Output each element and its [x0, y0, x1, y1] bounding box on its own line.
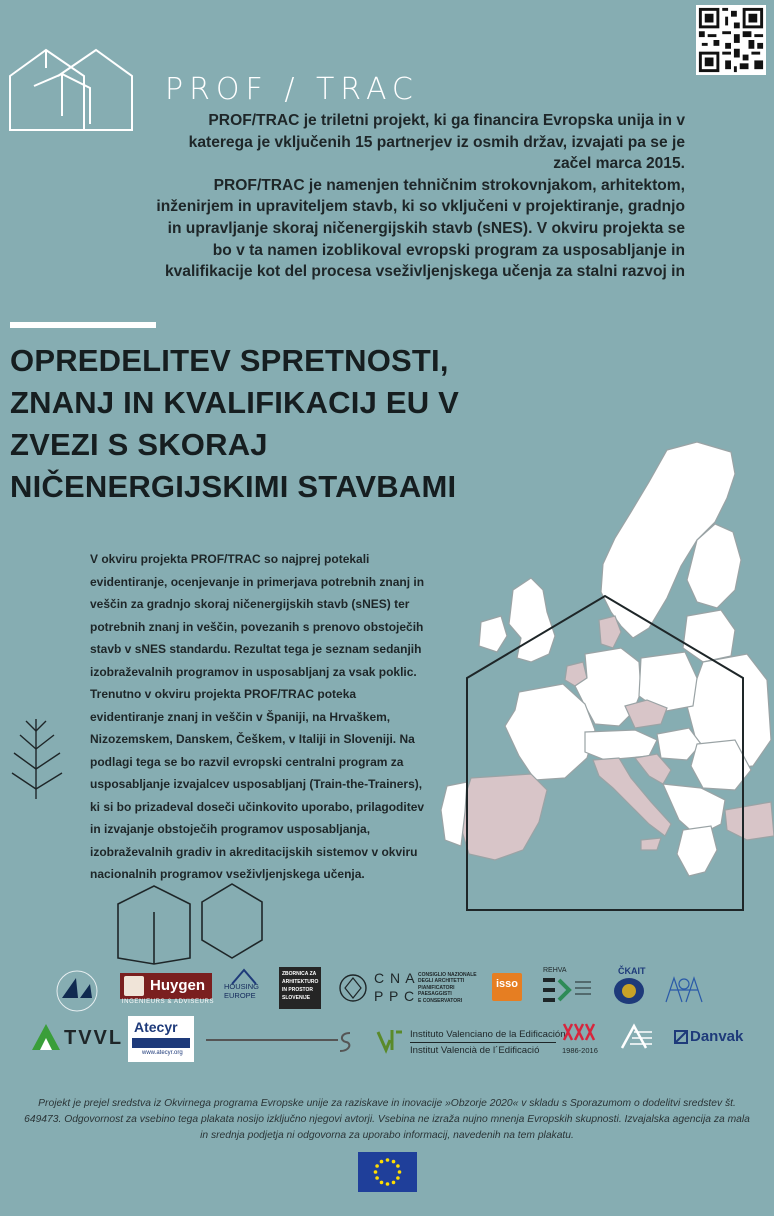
- logo-anniversary-mark[interactable]: [562, 1022, 596, 1042]
- logo-cnappc-line: DEGLI ARCHITETTI: [418, 978, 465, 985]
- logo-isso[interactable]: [492, 973, 522, 1001]
- logo-zbornica-text-4: SLOVENIJE: [282, 995, 311, 1001]
- logo-housing-europe[interactable]: [224, 966, 264, 1006]
- logo-cnappc-emblem[interactable]: [338, 972, 368, 1004]
- logo-zbornica-text-3: IN PROSTOR: [282, 987, 314, 993]
- qr-code[interactable]: [695, 5, 767, 75]
- map-region-baltics: [683, 610, 735, 662]
- logo-ive-mark[interactable]: [376, 1026, 404, 1054]
- logo-cnappc-line: PAESAGGISTI: [418, 991, 452, 998]
- logo-ctu-prague[interactable]: [662, 972, 706, 1006]
- logo-ckait-text: ČKAIT: [618, 966, 646, 976]
- logo-ive-divider: [410, 1042, 556, 1043]
- logo-a-mark[interactable]: [616, 1022, 654, 1050]
- logo-huygen-icon: [124, 976, 144, 996]
- europe-map: [435, 440, 774, 920]
- tree-illustration: [10, 715, 64, 800]
- logo-tvvl-text: TVVL: [64, 1027, 124, 1049]
- logo-zbornica-text-1: ZBORNICA ZA: [282, 971, 317, 977]
- map-region-greece: [677, 826, 717, 876]
- logo-ive-text-2: Institut Valencià de l´Edificació: [410, 1045, 540, 1056]
- logo-atecyr-text: Atecyr: [134, 1019, 178, 1035]
- logo-huygen-subtitle: INGENIEURS & ADVISEURS: [121, 999, 215, 1005]
- intro-paragraph: PROF/TRAC je namenjen tehničnim strokovnjakom, arhitektom, inženirjem in upraviteljem stavb, ki so vključeni v projektiranje, gradnjo in upravljanje skoraj ničenergijskih stavb (sNES). V okviru projekta se bo v ta namen izoblikoval evropski program za usposabljanje in kvalifikacije kot del procesa vseživljenjskega učenja za stalni razvoj in: [156, 176, 685, 281]
- logo-tvvl-icon[interactable]: [30, 1020, 62, 1052]
- eu-flag: [358, 1152, 417, 1192]
- logo-housing-text-1: HOUSING: [224, 982, 260, 991]
- logo-cnappc-line: CONSIGLIO NAZIONALE: [418, 972, 477, 978]
- logo-danvak-text: Danvak: [690, 1028, 744, 1045]
- logo-cnappc-letters-2: P P C: [374, 988, 416, 1004]
- logo-atecyr-url: www.atecyr.org: [142, 1050, 183, 1056]
- logo-hr-chamber[interactable]: [206, 1031, 352, 1053]
- section-heading: OPREDELITEV SPRETNOSTI, ZNANJ IN KVALIFIKACIJ EU V ZVEZI S SKORAJ NIČENERGIJSKIMI STAVBAMI: [10, 343, 459, 504]
- map-region-sicily: [641, 838, 661, 850]
- logo-hr-chamber-bar: [206, 1039, 338, 1041]
- proftrac-logo-mark: [6, 46, 138, 134]
- logo-cnappc-letters-1: C N A: [374, 970, 416, 986]
- section-divider: [10, 322, 156, 328]
- brand-title: PROF / TRAC: [165, 72, 419, 107]
- logo-cnappc-line: PIANIFICATORI: [418, 984, 455, 991]
- decorative-outlines: [112, 878, 272, 970]
- map-region-spain: [461, 774, 547, 860]
- body-paragraph: V okviru projekta PROF/TRAC so najprej potekali evidentiranje, ocenjevanje in primerjava potrebnih znanj in veščin za gradnjo skoraj ničenergijskih stavb (sNES) ter potrebnih znanj in veščin, povezanih s prenovo obstoječih stavb v sNES standardu. Rezultat tega je seznam sedanjih izobraževalnih programov in usposabljanj za vsak poklic.: [90, 552, 425, 679]
- logo-atecyr-bar: [132, 1038, 190, 1048]
- funding-disclaimer: [20, 1096, 754, 1144]
- logo-cnappc-line: E CONSERVATORI: [418, 997, 463, 1004]
- intro-text: [150, 110, 685, 283]
- logo-zbornica-text-2: ARHITEKTURO: [282, 979, 319, 985]
- logo-ckait-emblem[interactable]: [612, 976, 646, 1006]
- logo-huygen[interactable]: [120, 973, 212, 999]
- logo-isso-text: isso: [496, 978, 519, 990]
- logo-cnappc-text: [418, 972, 477, 1004]
- disclaimer-paragraph: Projekt je prejel sredstva iz Okvirnega programa Evropske unije za raziskave in inovacije »Obzorje 2020« v skladu s Sporazumom o dodelitvi sredstev št. 649473. Odgovornost za vsebino tega plakata nosijo izključno njegovi avtorji. Vsebina ne izraža nujno mnenja Evropskih skupnosti. Izvajalska agencija za mala in srednja podjetja ni odgovorna za uporabo informacij, navedenih na tem plakatu.: [24, 1098, 750, 1141]
- map-region-turkey: [725, 802, 774, 840]
- logo-aalborg-university[interactable]: [50, 968, 104, 1014]
- logo-rehva-mark[interactable]: [541, 976, 597, 1004]
- logo-housing-text-2: EUROPE: [224, 991, 256, 1000]
- map-region-ireland: [479, 616, 507, 652]
- logo-danvak-icon[interactable]: [674, 1030, 688, 1044]
- logo-zbornica[interactable]: [279, 967, 321, 1009]
- logo-anniversary-years: 1986-2016: [562, 1046, 598, 1055]
- body-text: [90, 548, 430, 886]
- logo-hr-chamber-mark: [338, 1031, 352, 1053]
- logo-huygen-text: Huygen: [150, 977, 206, 994]
- logo-atecyr[interactable]: [128, 1016, 194, 1062]
- intro-paragraph: PROF/TRAC je triletni projekt, ki ga financira Evropska unija in v katerega je vključenih 15 partnerjev iz osmih držav, izvajati pa se je začel marca 2015.: [188, 112, 685, 173]
- logo-rehva-text: REHVA: [543, 967, 567, 974]
- body-paragraph: Trenutno v okviru projekta PROF/TRAC poteka evidentiranje znanj in veščin v Španiji, na Hrvaškem, Nizozemskem, Danskem, Češkem, v Italiji in Sloveniji. Na podlagi tega se bo razvil evropski centralni program za usposabljanje izvajalcev usposabljanj (Train-the-Trainers), ki si bo prizadeval doseči učinkovito uporabo, prilagoditev in izvajanje obstoječih programov usposabljanja, izobraževalnih gradiv in akreditacijskih sistemov v okviru nacionalnih programov vseživljenjskega učenja.: [90, 687, 425, 881]
- logo-ive-text-1: Instituto Valenciano de la Edificación: [410, 1029, 566, 1040]
